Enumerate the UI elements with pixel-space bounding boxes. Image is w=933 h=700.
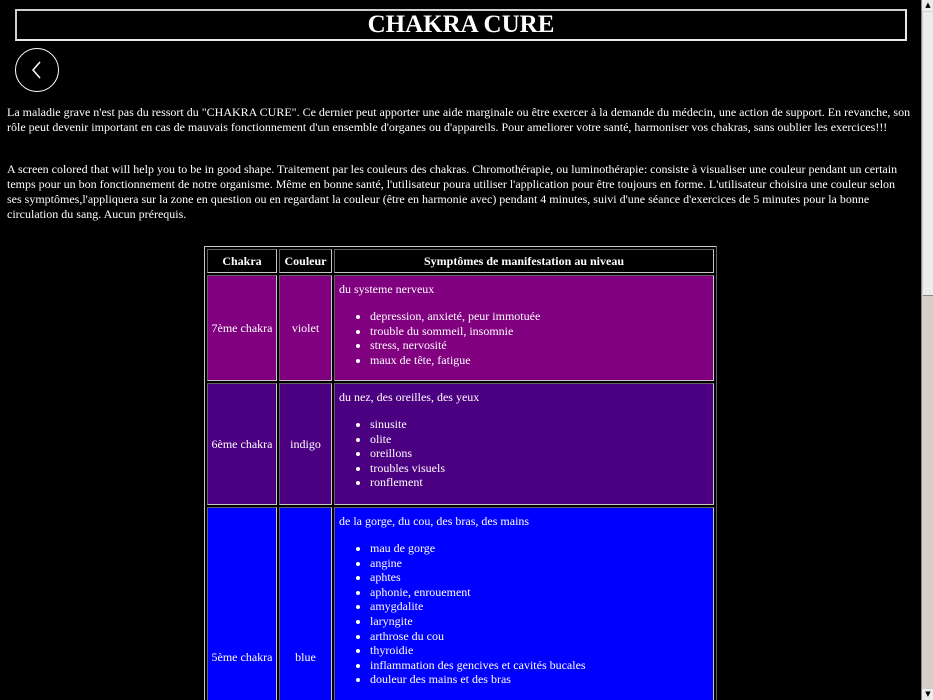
- symptom-item: • angine: [370, 556, 709, 571]
- symptom-item: • olite: [370, 432, 709, 447]
- symptom-item: • douleur des mains et des bras: [370, 672, 709, 687]
- table-header-row: [207, 249, 714, 273]
- symptom-item: • troubles visuels: [370, 461, 709, 476]
- symptom-list: [339, 417, 709, 490]
- symptom-item: • amygdalite: [370, 599, 709, 614]
- symptom-item: • ronflement: [370, 475, 709, 490]
- couleur-cell: violet: [279, 275, 332, 381]
- symptom-list: [339, 541, 709, 687]
- chakra-cell: 5ème chakra: [207, 507, 277, 700]
- symptom-item: • oreillons: [370, 446, 709, 461]
- scroll-down-arrow-icon[interactable]: ▼: [922, 689, 933, 700]
- symptom-item: • sinusite: [370, 417, 709, 432]
- symptom-item: • mau de gorge: [370, 541, 709, 556]
- page-title: CHAKRA CURE: [367, 11, 555, 38]
- intro-paragraph-2: A screen colored that will help you to be in good shape. Traitement par les couleurs des chakras. Chromothérapie, ou luminothérapie: consiste à visualiser une couleur pendant un certain temps pour un bon fonctionnement de notre organisme. Même en bonne santé, l'utilisateur poura utiliser l'application pour être toujours en forme. L'utilisateur choisira une couleur selon ses symptômes,l'appliquera sur la zone en question ou en regardant la couleur (être en harmonie avec) pendant 4 minutes, suivi d'une séance d'exercices de 5 minutes pour la bonne circulation du sang. Aucun prérequis.: [7, 162, 898, 221]
- symptom-region: de la gorge, du cou, des bras, des mains: [339, 514, 530, 528]
- intro-paragraph-1: La maladie grave n'est pas du ressort du "CHAKRA CURE". Ce dernier peut apporter une aide marginale ou être exercer à la demande du médecin, une action de support. En revanche, son rôle peut devenir important en cas de mauvais fonctionnement d'un ensemble d'organes ou d'appareils. Pour ameliorer votre santé, harmoniser vos chakras, sans oublier les exercices!!!: [7, 105, 911, 134]
- symptom-item: • thyroidie: [370, 643, 709, 658]
- vertical-scrollbar[interactable]: [921, 0, 933, 700]
- header-chakra: Chakra: [207, 249, 277, 273]
- symptoms-cell: [334, 275, 714, 381]
- scroll-up-arrow-icon[interactable]: ▲: [922, 0, 933, 11]
- symptom-item: • trouble du sommeil, insomnie: [370, 324, 709, 339]
- symptom-item: • maux de tête, fatigue: [370, 353, 709, 368]
- symptom-item: • arthrose du cou: [370, 629, 709, 644]
- header-couleur: Couleur: [279, 249, 332, 273]
- chevron-left-icon: [16, 49, 58, 91]
- header-symptomes: Symptômes de manifestation au niveau: [334, 249, 714, 273]
- table-row: [207, 507, 714, 700]
- symptoms-cell: [334, 507, 714, 700]
- couleur-cell: blue: [279, 507, 332, 700]
- symptoms-cell: [334, 383, 714, 505]
- back-button[interactable]: [15, 48, 59, 92]
- chakra-table: [204, 246, 717, 700]
- scrollbar-thumb[interactable]: [923, 12, 933, 296]
- table-row: [207, 383, 714, 505]
- title-box: [15, 9, 907, 41]
- symptom-list: [339, 309, 709, 367]
- symptom-item: • inflammation des gencives et cavités bucales: [370, 658, 709, 673]
- symptom-region: du systeme nerveux: [339, 282, 435, 296]
- table-row: [207, 275, 714, 381]
- symptom-item: • laryngite: [370, 614, 709, 629]
- symptom-item: • stress, nervosité: [370, 338, 709, 353]
- couleur-cell: indigo: [279, 383, 332, 505]
- chakra-cell: 6ème chakra: [207, 383, 277, 505]
- symptom-region: du nez, des oreilles, des yeux: [339, 390, 480, 404]
- symptom-item: • depression, anxieté, peur immotuée: [370, 309, 709, 324]
- symptom-item: • aphtes: [370, 570, 709, 585]
- symptom-item: • aphonie, enrouement: [370, 585, 709, 600]
- chakra-cell: 7ème chakra: [207, 275, 277, 381]
